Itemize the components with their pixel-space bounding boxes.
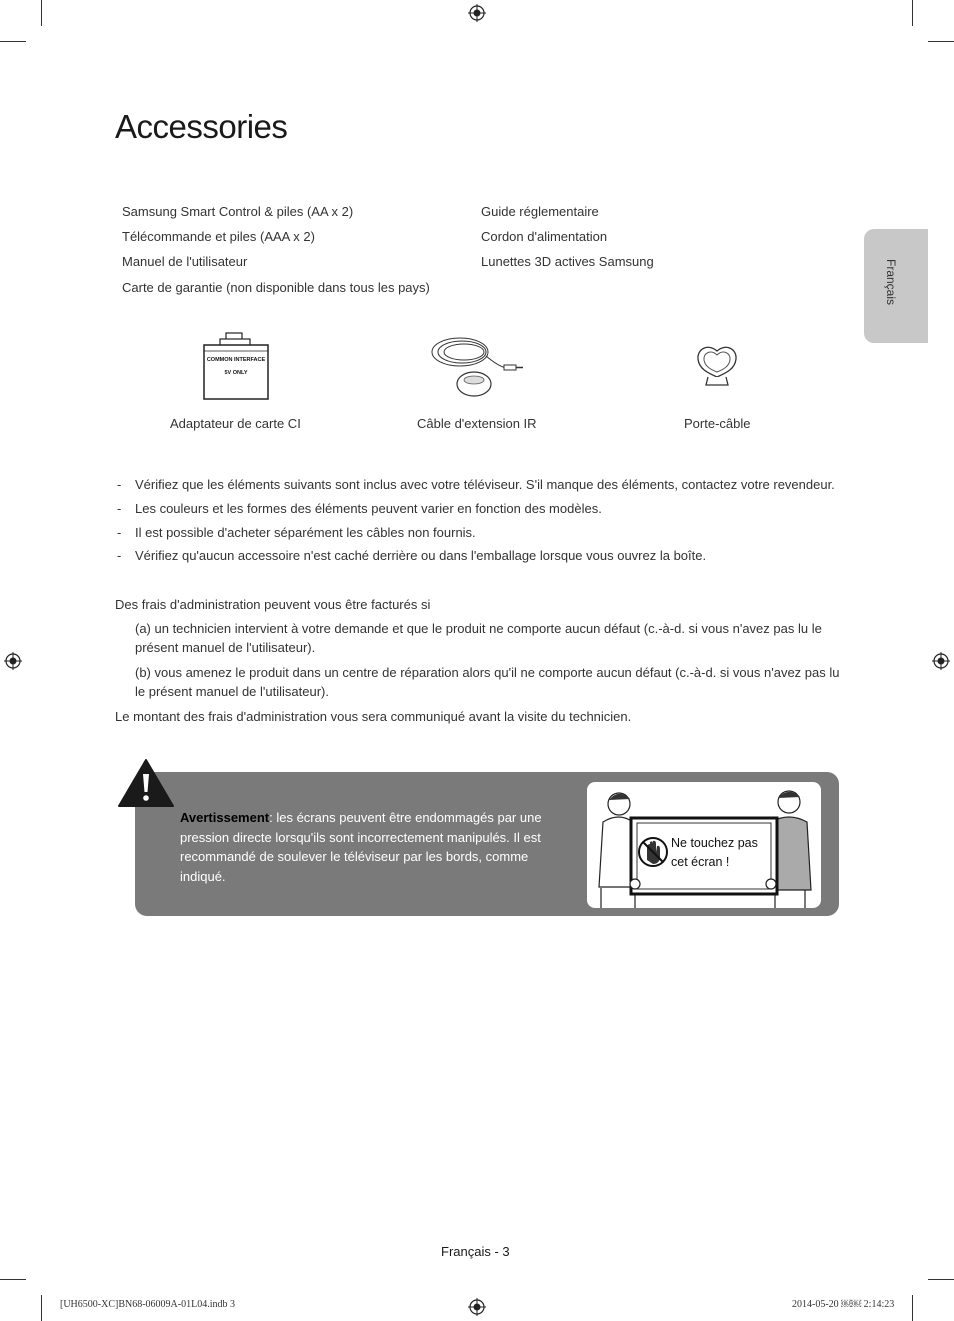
crop-mark — [928, 1279, 954, 1280]
do-not-touch-text: Ne touchez pas cet écran ! — [671, 836, 758, 869]
note-item: - Les couleurs et les formes des éléments peuvent varier en fonction des modèles. — [117, 501, 602, 516]
warning-label: Avertissement — [180, 810, 270, 825]
note-item: - Vérifiez que les éléments suivants sont inclus avec votre téléviseur. S'il manque des éléments, contactez votre revendeur. — [117, 477, 835, 492]
figure-label: Porte-câble — [684, 416, 751, 431]
fees-item-a: (a) un technicien intervient à votre demande et que le produit ne comporte aucun défaut (c.-à-d. si vous n'avez pas lu le présent manuel de l'utilisateur). — [135, 621, 822, 655]
note-item: - Il est possible d'acheter séparément les câbles non fournis. — [117, 525, 476, 540]
accessory-item: Télécommande et piles (AAA x 2) — [122, 229, 315, 244]
ci-card-text: COMMON INTERFACE — [206, 357, 266, 363]
warning-triangle-icon — [117, 758, 175, 808]
warning-text: Avertissement: les écrans peuvent être endommagés par une pression directe lorsqu'ils sont incorrectement manipulés. Il est recommandé de soulever le téléviseur par les bords, comme indiqué. — [180, 810, 542, 884]
note-item: - Vérifiez qu'aucun accessoire n'est caché derrière ou dans l'emballage lorsque vous ouvrez la boîte. — [117, 548, 707, 563]
crop-mark — [912, 0, 913, 26]
warning-illustration — [587, 782, 821, 908]
print-slug-left: [UH6500-XC]BN68-06009A-01L04.indb 3 — [60, 1299, 235, 1310]
crop-mark — [41, 0, 42, 26]
language-tab — [864, 229, 928, 343]
ci-card-text: 5V ONLY — [224, 370, 248, 376]
accessory-item: Carte de garantie (non disponible dans tous les pays) — [122, 280, 430, 295]
registration-mark-icon — [468, 1298, 486, 1316]
fees-item-b: (b) vous amenez le produit dans un centre de réparation alors qu'il ne comporte aucun défaut (c.-à-d. si vous n'avez pas lu le présent manuel de l'utilisateur). — [135, 665, 840, 699]
ci-card-adapter-icon — [200, 331, 272, 401]
fees-outro: Le montant des frais d'administration vous sera communiqué avant la visite du technicien. — [115, 709, 632, 724]
fees-intro: Des frais d'administration peuvent vous être facturés si — [115, 597, 431, 612]
accessory-item: Manuel de l'utilisateur — [122, 254, 248, 269]
accessory-item: Lunettes 3D actives Samsung — [481, 254, 654, 269]
crop-mark — [928, 41, 954, 42]
warning-box — [135, 772, 839, 916]
registration-mark-icon — [932, 652, 950, 670]
accessory-item: Cordon d'alimentation — [481, 229, 608, 244]
accessory-item: Samsung Smart Control & piles (AA x 2) — [122, 204, 354, 219]
crop-mark — [0, 1279, 26, 1280]
print-slug-right: 2014-05-20 ￼￼ 2:14:23 — [792, 1299, 895, 1310]
page-number: Français - 3 — [441, 1244, 510, 1259]
crop-mark — [0, 41, 26, 42]
figure-label: Câble d'extension IR — [417, 416, 537, 431]
registration-mark-icon — [468, 4, 486, 22]
accessory-item: Guide réglementaire — [481, 204, 599, 219]
registration-mark-icon — [4, 652, 22, 670]
cable-holder-icon — [694, 343, 740, 389]
crop-mark — [41, 1295, 42, 1321]
figure-label: Adaptateur de carte CI — [170, 416, 301, 431]
page-title: Accessories — [115, 108, 288, 145]
crop-mark — [912, 1295, 913, 1321]
ir-extension-cable-icon — [428, 330, 526, 402]
language-tab-label: Français — [884, 259, 898, 306]
